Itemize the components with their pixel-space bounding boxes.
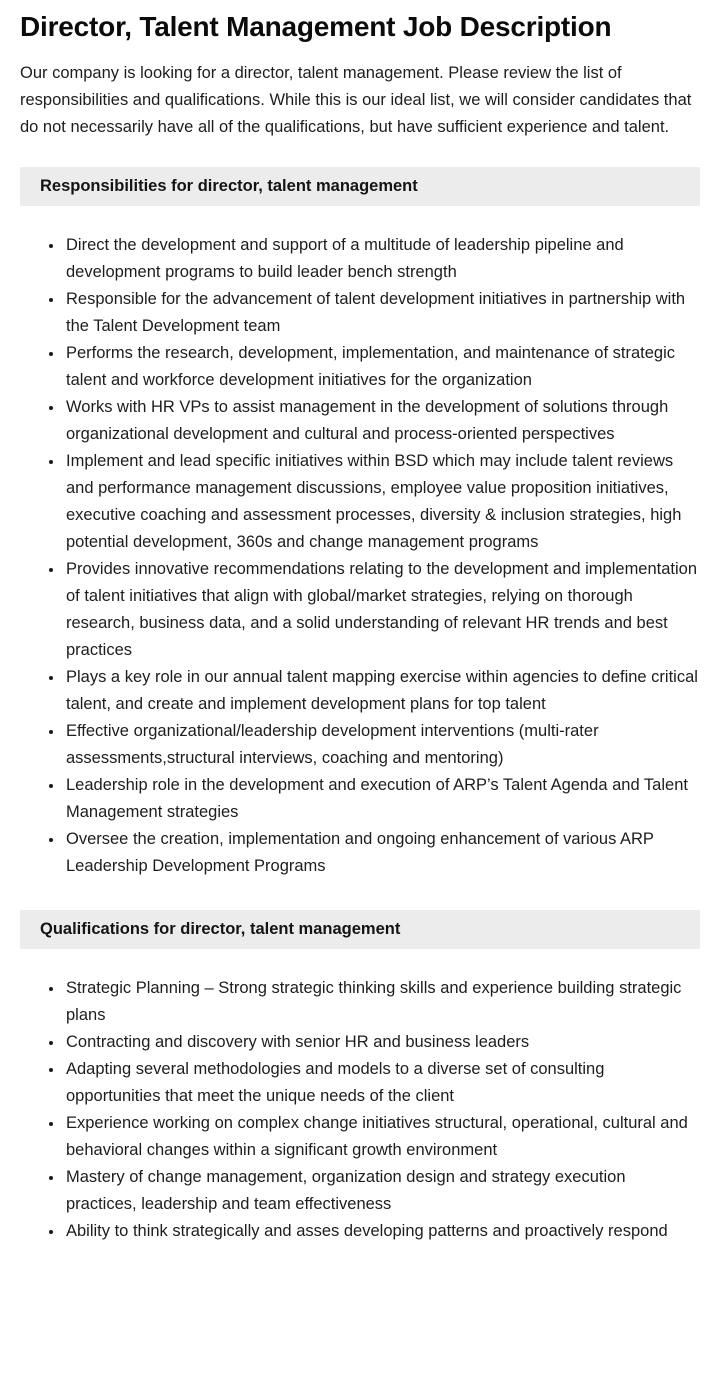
list-item: • Strategic Planning – Strong strategic thinking skills and experience building strategic plans <box>64 975 700 1029</box>
responsibilities-heading: Responsibilities for director, talent management <box>20 167 700 206</box>
intro-paragraph: Our company is looking for a director, talent management. Please review the list of responsibilities and qualifications. While this is our ideal list, we will consider candidates that do not necessarily have all of the qualifications, but have sufficient experience and talent. <box>20 64 692 136</box>
qualifications-list <box>20 975 700 1245</box>
list-item: • Leadership role in the development and execution of ARP’s Talent Agenda and Talent Management strategies <box>64 772 700 826</box>
responsibilities-section <box>20 167 700 880</box>
qualifications-section <box>20 910 700 1245</box>
list-item: • Adapting several methodologies and models to a diverse set of consulting opportunities that meet the unique needs of the client <box>64 1056 700 1110</box>
list-item: • Contracting and discovery with senior HR and business leaders <box>64 1029 700 1056</box>
list-item: • Direct the development and support of a multitude of leadership pipeline and development programs to build leader bench strength <box>64 232 700 286</box>
list-item: • Responsible for the advancement of talent development initiatives in partnership with the Talent Development team <box>64 286 700 340</box>
page-title: Director, Talent Management Job Description <box>20 11 612 42</box>
list-item: • Effective organizational/leadership development interventions (multi-rater assessments,structural interviews, coaching and mentoring) <box>64 718 700 772</box>
list-item: • Implement and lead specific initiatives within BSD which may include talent reviews and performance management discussions, employee value proposition initiatives, executive coaching and assessment processes, diversity & inclusion strategies, high potential development, 360s and change management programs <box>64 448 700 556</box>
list-item: • Experience working on complex change initiatives structural, operational, cultural and behavioral changes within a significant growth environment <box>64 1110 700 1164</box>
list-item: • Oversee the creation, implementation and ongoing enhancement of various ARP Leadership Development Programs <box>64 826 700 880</box>
list-item: • Ability to think strategically and asses developing patterns and proactively respond <box>64 1218 700 1245</box>
qualifications-heading: Qualifications for director, talent management <box>20 910 700 949</box>
list-item: • Performs the research, development, implementation, and maintenance of strategic talent and workforce development initiatives for the organization <box>64 340 700 394</box>
list-item: • Works with HR VPs to assist management in the development of solutions through organizational development and cultural and process-oriented perspectives <box>64 394 700 448</box>
list-item: • Provides innovative recommendations relating to the development and implementation of talent initiatives that align with global/market strategies, relying on thorough research, business data, and a solid understanding of relevant HR trends and best practices <box>64 556 700 664</box>
responsibilities-list <box>20 232 700 880</box>
list-item: • Mastery of change management, organization design and strategy execution practices, leadership and team effectiveness <box>64 1164 700 1218</box>
list-item: • Plays a key role in our annual talent mapping exercise within agencies to define critical talent, and create and implement development plans for top talent <box>64 664 700 718</box>
